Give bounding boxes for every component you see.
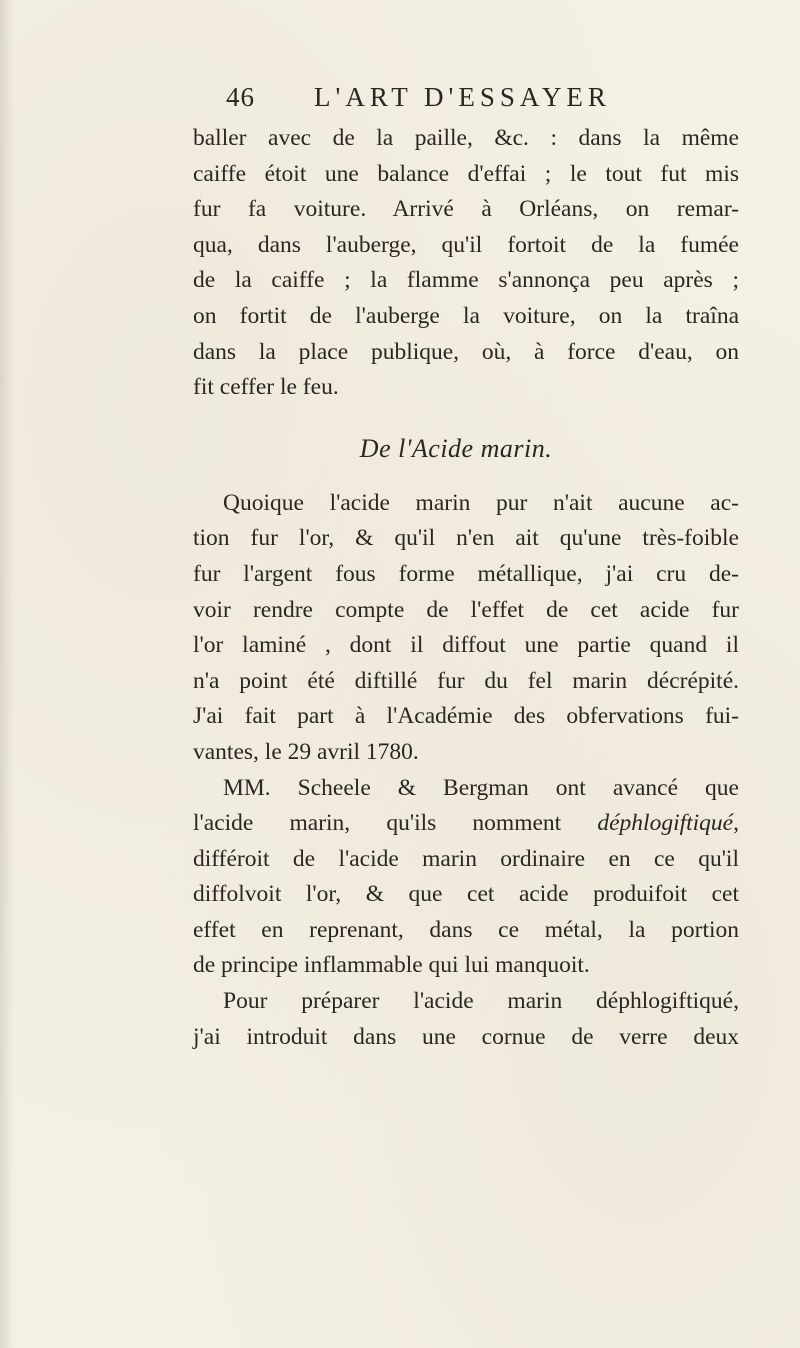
text-line: caiffe étoit une balance d'effai ; le tout fut mis: [193, 160, 739, 187]
text-line: baller avec de la paille, &c. : dans la même: [193, 125, 739, 151]
text-line: n'a point été diftillé fur du fel marin décrépité.: [193, 667, 739, 694]
paragraph-continuation: [193, 121, 739, 406]
text-line: différoit de l'acide marin ordinaire en ce qu'il: [193, 845, 739, 872]
text-line: fur l'argent fous forme métallique, j'ai cru de-: [193, 560, 739, 587]
text-line: fit ceffer le feu.: [193, 374, 339, 401]
text-run: l'acide marin, qu'ils nomment: [193, 810, 598, 837]
text-line: j'ai introduit dans une cornue de verre deux: [193, 1023, 739, 1050]
text-line: qua, dans l'auberge, qu'il fortoit de la fumée: [193, 231, 739, 258]
text-line: J'ai fait part à l'Académie des obfervations fui-: [193, 703, 739, 730]
text-line: dans la place publique, où, à force d'eau, on: [193, 338, 739, 365]
italic-term: déphlogiftiqué: [597, 810, 734, 837]
body-text: [193, 121, 739, 1055]
page-header: [226, 82, 666, 122]
text-line: effet en reprenant, dans ce métal, la portion: [193, 916, 739, 943]
text-line: vantes, le 29 avril 1780.: [193, 738, 419, 765]
text-line: diffolvoit l'or, & que cet acide produifoit cet: [193, 881, 739, 908]
text-line-with-italic: [193, 806, 739, 842]
text-run: ,: [733, 810, 739, 837]
text-line: MM. Scheele & Bergman ont avancé que: [223, 774, 739, 801]
paragraph-acide-marin: [193, 486, 739, 771]
text-line: l'or laminé , dont il diffout une partie quand il: [193, 632, 739, 659]
running-title: L'ART D'ESSAYER: [314, 82, 611, 112]
paragraph-scheele-bergman: [193, 771, 739, 985]
text-line: de la caiffe ; la flamme s'annonça peu après ;: [193, 267, 739, 294]
text-line: Pour préparer l'acide marin déphlogiftiqué,: [223, 988, 739, 1015]
text-line: de principe inflammable qui lui manquoit.: [193, 952, 590, 979]
text-line: fur fa voiture. Arrivé à Orléans, on remar-: [193, 196, 739, 223]
text-line: on fortit de l'auberge la voiture, on la traîna: [193, 302, 739, 329]
text-line: tion fur l'or, & qu'il n'en ait qu'une très-foible: [193, 525, 739, 552]
binding-shadow: [0, 0, 14, 1348]
text-line: Quoique l'acide marin pur n'ait aucune ac-: [223, 489, 739, 516]
text-line: voir rendre compte de l'effet de cet acide fur: [193, 596, 739, 623]
section-heading: De l'Acide marin.: [359, 433, 553, 463]
page-number: 46: [226, 82, 255, 112]
paragraph-preparation: [193, 984, 739, 1055]
